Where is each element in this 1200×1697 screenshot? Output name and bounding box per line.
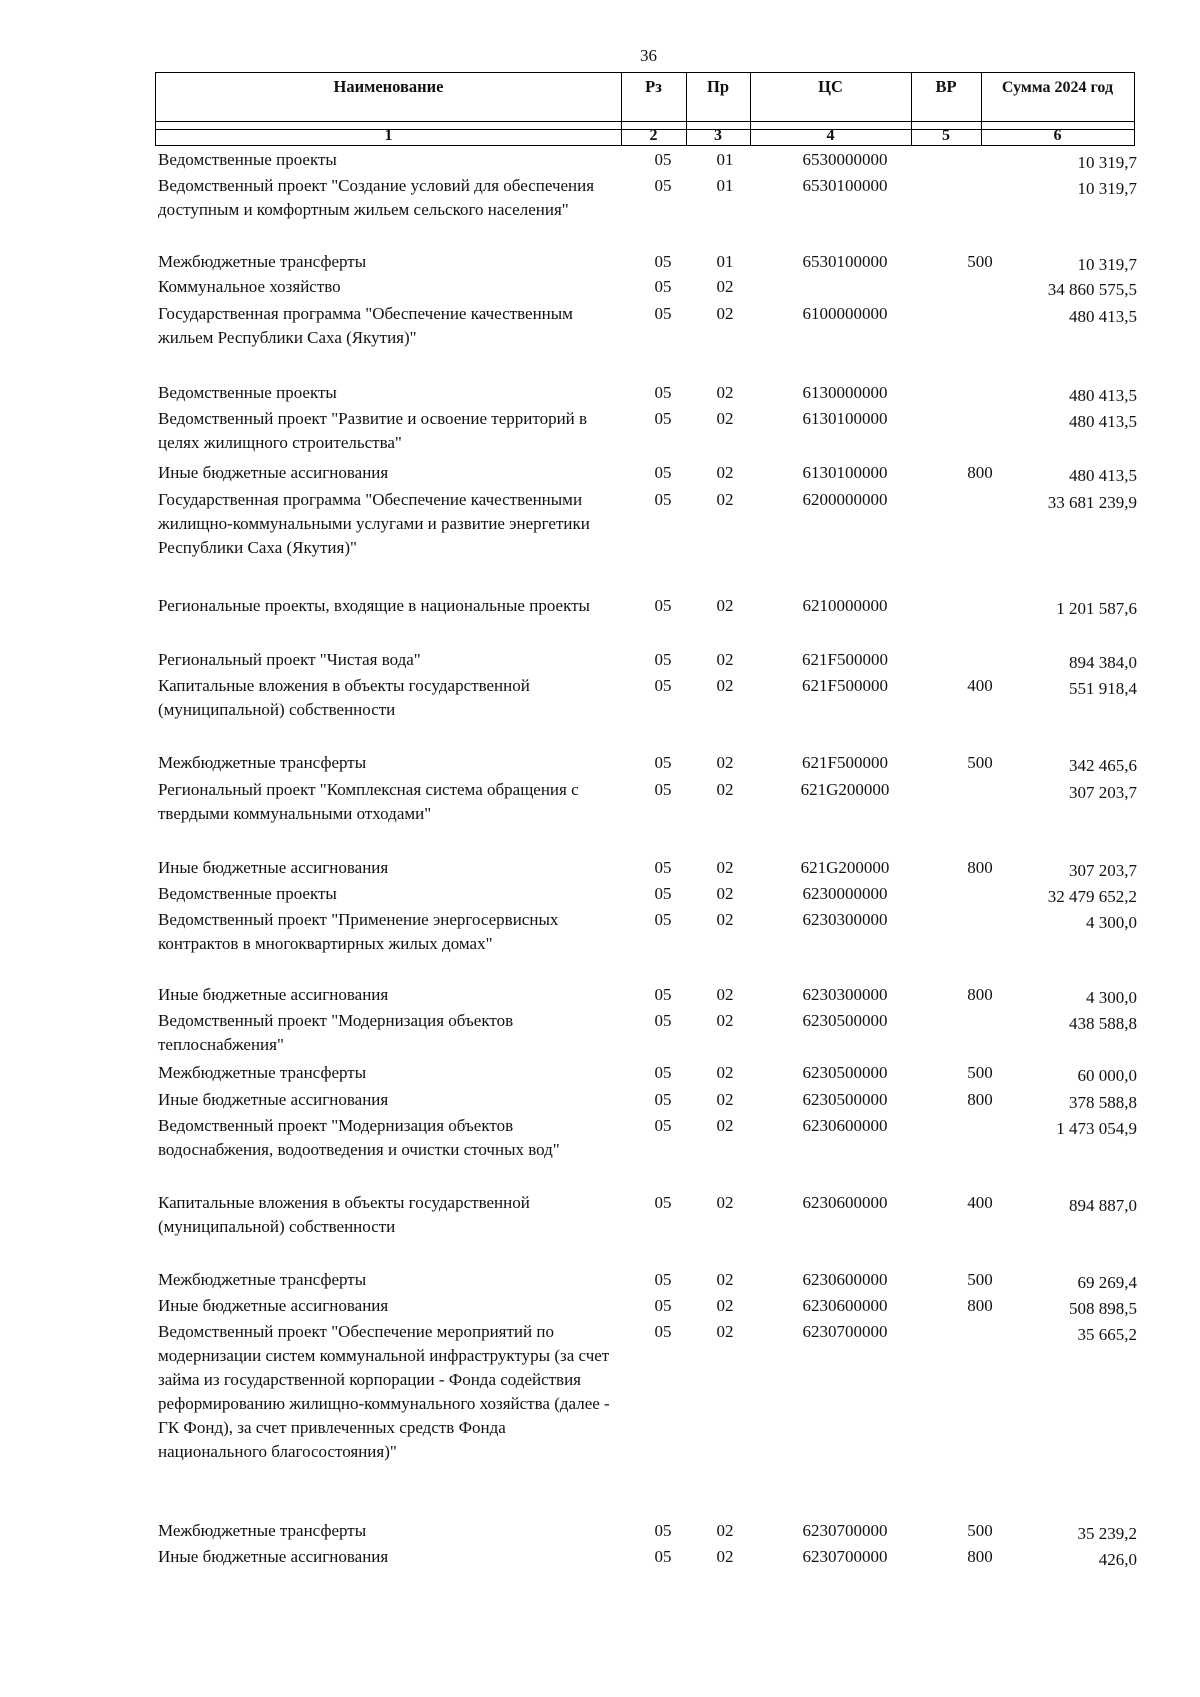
- cell-pr: 02: [716, 1270, 734, 1289]
- header-pr: Пр: [706, 77, 729, 96]
- cell-pr: 02: [716, 409, 734, 428]
- cell-sum: 10 319,7: [1077, 179, 1137, 198]
- cell-vr: 800: [967, 858, 993, 877]
- header-cs: ЦС: [818, 77, 843, 96]
- header-vr: ВР: [935, 77, 957, 96]
- header-sum: Сумма 2024 год: [1001, 79, 1114, 96]
- cell-cs: 6530000000: [802, 150, 888, 169]
- cell-name: Ведомственный проект "Применение энергосервисных контрактов в многоквартирных жилых домах": [158, 910, 559, 953]
- cell-pr: 02: [716, 780, 734, 799]
- cell-sum: 1 473 054,9: [1056, 1119, 1137, 1138]
- cell-cs: 6200000000: [802, 490, 888, 509]
- cell-vr: 800: [967, 1547, 993, 1566]
- cell-pr: 02: [716, 884, 734, 903]
- cell-pr: 02: [716, 304, 734, 323]
- cell-rz: 05: [654, 1011, 672, 1030]
- col-number-2: 2: [649, 127, 658, 144]
- page-number: 36: [640, 46, 657, 65]
- cell-rz: 05: [654, 596, 672, 615]
- cell-rz: 05: [654, 1547, 672, 1566]
- cell-rz: 05: [654, 1063, 672, 1082]
- cell-vr: 400: [967, 1193, 993, 1212]
- cell-vr: 400: [967, 676, 993, 695]
- header-rz: Рз: [645, 77, 662, 96]
- cell-cs: 6210000000: [802, 596, 888, 615]
- cell-sum: 1 201 587,6: [1056, 599, 1137, 618]
- cell-sum: 508 898,5: [1069, 1299, 1137, 1318]
- col-number-5: 5: [942, 127, 950, 144]
- cell-rz: 05: [654, 1296, 672, 1315]
- cell-cs: 6230500000: [802, 1090, 888, 1109]
- cell-name: Ведомственный проект "Развитие и освоение территорий в целях жилищного строительства": [158, 409, 588, 452]
- cell-name: Капитальные вложения в объекты государственной (муниципальной) собственности: [158, 676, 530, 719]
- cell-cs: 6230500000: [802, 1063, 888, 1082]
- cell-sum: 35 665,2: [1077, 1325, 1137, 1344]
- cell-pr: 02: [716, 1193, 734, 1212]
- cell-name: Межбюджетные трансферты: [158, 1521, 367, 1540]
- cell-rz: 05: [654, 304, 672, 323]
- cell-pr: 02: [716, 1521, 734, 1540]
- cell-cs: 6230700000: [802, 1521, 888, 1540]
- cell-rz: 05: [654, 277, 672, 296]
- cell-cs: 6230600000: [802, 1296, 888, 1315]
- col-number-4: 4: [826, 127, 835, 144]
- cell-cs: 621G200000: [800, 858, 890, 877]
- cell-rz: 05: [654, 1090, 672, 1109]
- cell-pr: 02: [716, 1063, 734, 1082]
- cell-name: Региональный проект "Чистая вода": [158, 650, 421, 669]
- cell-name: Иные бюджетные ассигнования: [158, 1547, 389, 1566]
- cell-cs: 6230500000: [802, 1011, 888, 1030]
- cell-cs: 6130100000: [802, 409, 888, 428]
- cell-cs: 6530100000: [802, 176, 888, 195]
- cell-pr: 02: [716, 277, 734, 296]
- cell-name: Региональные проекты, входящие в национальные проекты: [158, 596, 590, 615]
- cell-cs: 6100000000: [802, 304, 888, 323]
- cell-sum: 378 588,8: [1069, 1093, 1137, 1112]
- cell-rz: 05: [654, 1116, 672, 1135]
- cell-pr: 02: [716, 985, 734, 1004]
- cell-pr: 01: [716, 176, 734, 195]
- cell-sum: 307 203,7: [1069, 783, 1137, 802]
- cell-name: Иные бюджетные ассигнования: [158, 858, 389, 877]
- cell-rz: 05: [654, 383, 672, 402]
- cell-rz: 05: [654, 176, 672, 195]
- cell-sum: 894 384,0: [1069, 653, 1137, 672]
- cell-pr: 02: [716, 596, 734, 615]
- cell-cs: 6530100000: [802, 252, 888, 271]
- cell-cs: 621G200000: [800, 780, 890, 799]
- cell-pr: 01: [716, 150, 734, 169]
- cell-sum: 438 588,8: [1069, 1014, 1137, 1033]
- col-number-1: 1: [384, 127, 393, 144]
- cell-vr: 500: [967, 753, 993, 772]
- cell-sum: 894 887,0: [1069, 1196, 1137, 1215]
- cell-cs: 6230700000: [802, 1547, 888, 1566]
- cell-cs: 6230300000: [802, 985, 888, 1004]
- cell-name: Межбюджетные трансферты: [158, 1270, 367, 1289]
- cell-sum: 10 319,7: [1077, 255, 1137, 274]
- cell-sum: 342 465,6: [1069, 756, 1137, 775]
- cell-sum: 4 300,0: [1086, 913, 1137, 932]
- cell-name: Ведомственный проект "Модернизация объектов теплоснабжения": [158, 1011, 514, 1054]
- cell-name: Коммунальное хозяйство: [158, 277, 341, 296]
- cell-name: Иные бюджетные ассигнования: [158, 463, 389, 482]
- cell-rz: 05: [654, 490, 672, 509]
- cell-sum: 480 413,5: [1069, 412, 1137, 431]
- cell-sum: 4 300,0: [1086, 988, 1137, 1007]
- cell-sum: 10 319,7: [1077, 153, 1137, 172]
- cell-cs: 621F500000: [802, 650, 888, 669]
- cell-pr: 01: [716, 252, 734, 271]
- cell-pr: 02: [716, 753, 734, 772]
- cell-name: Капитальные вложения в объекты государственной (муниципальной) собственности: [158, 1193, 530, 1236]
- cell-pr: 02: [716, 1296, 734, 1315]
- cell-name: Ведомственные проекты: [158, 383, 337, 402]
- cell-name: Межбюджетные трансферты: [158, 753, 367, 772]
- col-number-3: 3: [714, 127, 722, 144]
- cell-pr: 02: [716, 383, 734, 402]
- cell-rz: 05: [654, 985, 672, 1004]
- cell-cs: 6230000000: [802, 884, 888, 903]
- cell-name: Ведомственный проект "Модернизация объектов водоснабжения, водоотведения и очистки сточных вод": [158, 1116, 560, 1159]
- cell-pr: 02: [716, 650, 734, 669]
- cell-name: Иные бюджетные ассигнования: [158, 985, 389, 1004]
- cell-vr: 800: [967, 1296, 993, 1315]
- header-name: Наименование: [333, 77, 444, 96]
- cell-vr: 500: [967, 1521, 993, 1540]
- cell-cs: 6230300000: [802, 910, 888, 929]
- cell-rz: 05: [654, 1322, 672, 1341]
- cell-vr: 800: [967, 1090, 993, 1109]
- cell-sum: 480 413,5: [1069, 307, 1137, 326]
- cell-sum: 35 239,2: [1077, 1524, 1137, 1543]
- cell-name: Иные бюджетные ассигнования: [158, 1296, 389, 1315]
- table-header: [155, 72, 1135, 146]
- cell-name: Государственная программа "Обеспечение качественными жилищно-коммунальными услугами и развитие энергетики Республики Саха (Якутия)": [158, 490, 590, 557]
- cell-sum: 480 413,5: [1069, 386, 1137, 405]
- cell-rz: 05: [654, 463, 672, 482]
- cell-pr: 02: [716, 910, 734, 929]
- cell-name: Региональный проект "Комплексная система обращения с твердыми коммунальными отходами": [158, 780, 579, 823]
- cell-pr: 02: [716, 463, 734, 482]
- cell-rz: 05: [654, 780, 672, 799]
- cell-vr: 500: [967, 1063, 993, 1082]
- cell-name: Ведомственный проект "Обеспечение мероприятий по модернизации систем коммунальной инфраструктуры (за счет займа из государственной корпорации - Фонда содействия реформированию жилищно-коммунального хозяйства (далее - ГК Фонд), за счет привлеченных средств Фонда национального благосостояния)": [158, 1322, 610, 1461]
- cell-vr: 500: [967, 252, 993, 271]
- cell-rz: 05: [654, 650, 672, 669]
- col-number-6: 6: [1053, 127, 1062, 144]
- cell-cs: 621F500000: [802, 676, 888, 695]
- cell-rz: 05: [654, 858, 672, 877]
- cell-rz: 05: [654, 409, 672, 428]
- cell-rz: 05: [654, 1521, 672, 1540]
- cell-sum: 480 413,5: [1069, 466, 1137, 485]
- cell-sum: 34 860 575,5: [1047, 280, 1137, 299]
- cell-pr: 02: [716, 1011, 734, 1030]
- cell-rz: 05: [654, 252, 672, 271]
- cell-cs: 6130100000: [802, 463, 888, 482]
- cell-sum: 426,0: [1098, 1550, 1137, 1569]
- cell-rz: 05: [654, 1193, 672, 1212]
- cell-pr: 02: [716, 490, 734, 509]
- cell-pr: 02: [716, 1322, 734, 1341]
- cell-rz: 05: [654, 884, 672, 903]
- cell-pr: 02: [716, 1090, 734, 1109]
- cell-rz: 05: [654, 910, 672, 929]
- cell-name: Государственная программа "Обеспечение качественным жильем Республики Саха (Якутия)": [158, 304, 573, 347]
- cell-cs: 621F500000: [802, 753, 888, 772]
- cell-rz: 05: [654, 1270, 672, 1289]
- cell-name: Межбюджетные трансферты: [158, 1063, 367, 1082]
- cell-name: Межбюджетные трансферты: [158, 252, 367, 271]
- cell-rz: 05: [654, 150, 672, 169]
- cell-vr: 800: [967, 463, 993, 482]
- cell-sum: 307 203,7: [1069, 861, 1137, 880]
- cell-pr: 02: [716, 1547, 734, 1566]
- cell-pr: 02: [716, 676, 734, 695]
- cell-sum: 69 269,4: [1077, 1273, 1137, 1292]
- cell-vr: 800: [967, 985, 993, 1004]
- cell-sum: 60 000,0: [1077, 1066, 1137, 1085]
- cell-vr: 500: [967, 1270, 993, 1289]
- cell-name: Ведомственный проект "Создание условий для обеспечения доступным и комфортным жильем сельского населения": [158, 176, 595, 219]
- cell-cs: 6230600000: [802, 1116, 888, 1135]
- cell-pr: 02: [716, 858, 734, 877]
- cell-pr: 02: [716, 1116, 734, 1135]
- cell-rz: 05: [654, 753, 672, 772]
- cell-name: Ведомственные проекты: [158, 884, 337, 903]
- cell-name: Иные бюджетные ассигнования: [158, 1090, 389, 1109]
- cell-sum: 551 918,4: [1069, 679, 1137, 698]
- cell-rz: 05: [654, 676, 672, 695]
- cell-name: Ведомственные проекты: [158, 150, 337, 169]
- cell-cs: 6230700000: [802, 1322, 888, 1341]
- cell-cs: 6130000000: [802, 383, 888, 402]
- cell-sum: 32 479 652,2: [1047, 887, 1137, 906]
- cell-cs: 6230600000: [802, 1270, 888, 1289]
- cell-sum: 33 681 239,9: [1047, 493, 1137, 512]
- cell-cs: 6230600000: [802, 1193, 888, 1212]
